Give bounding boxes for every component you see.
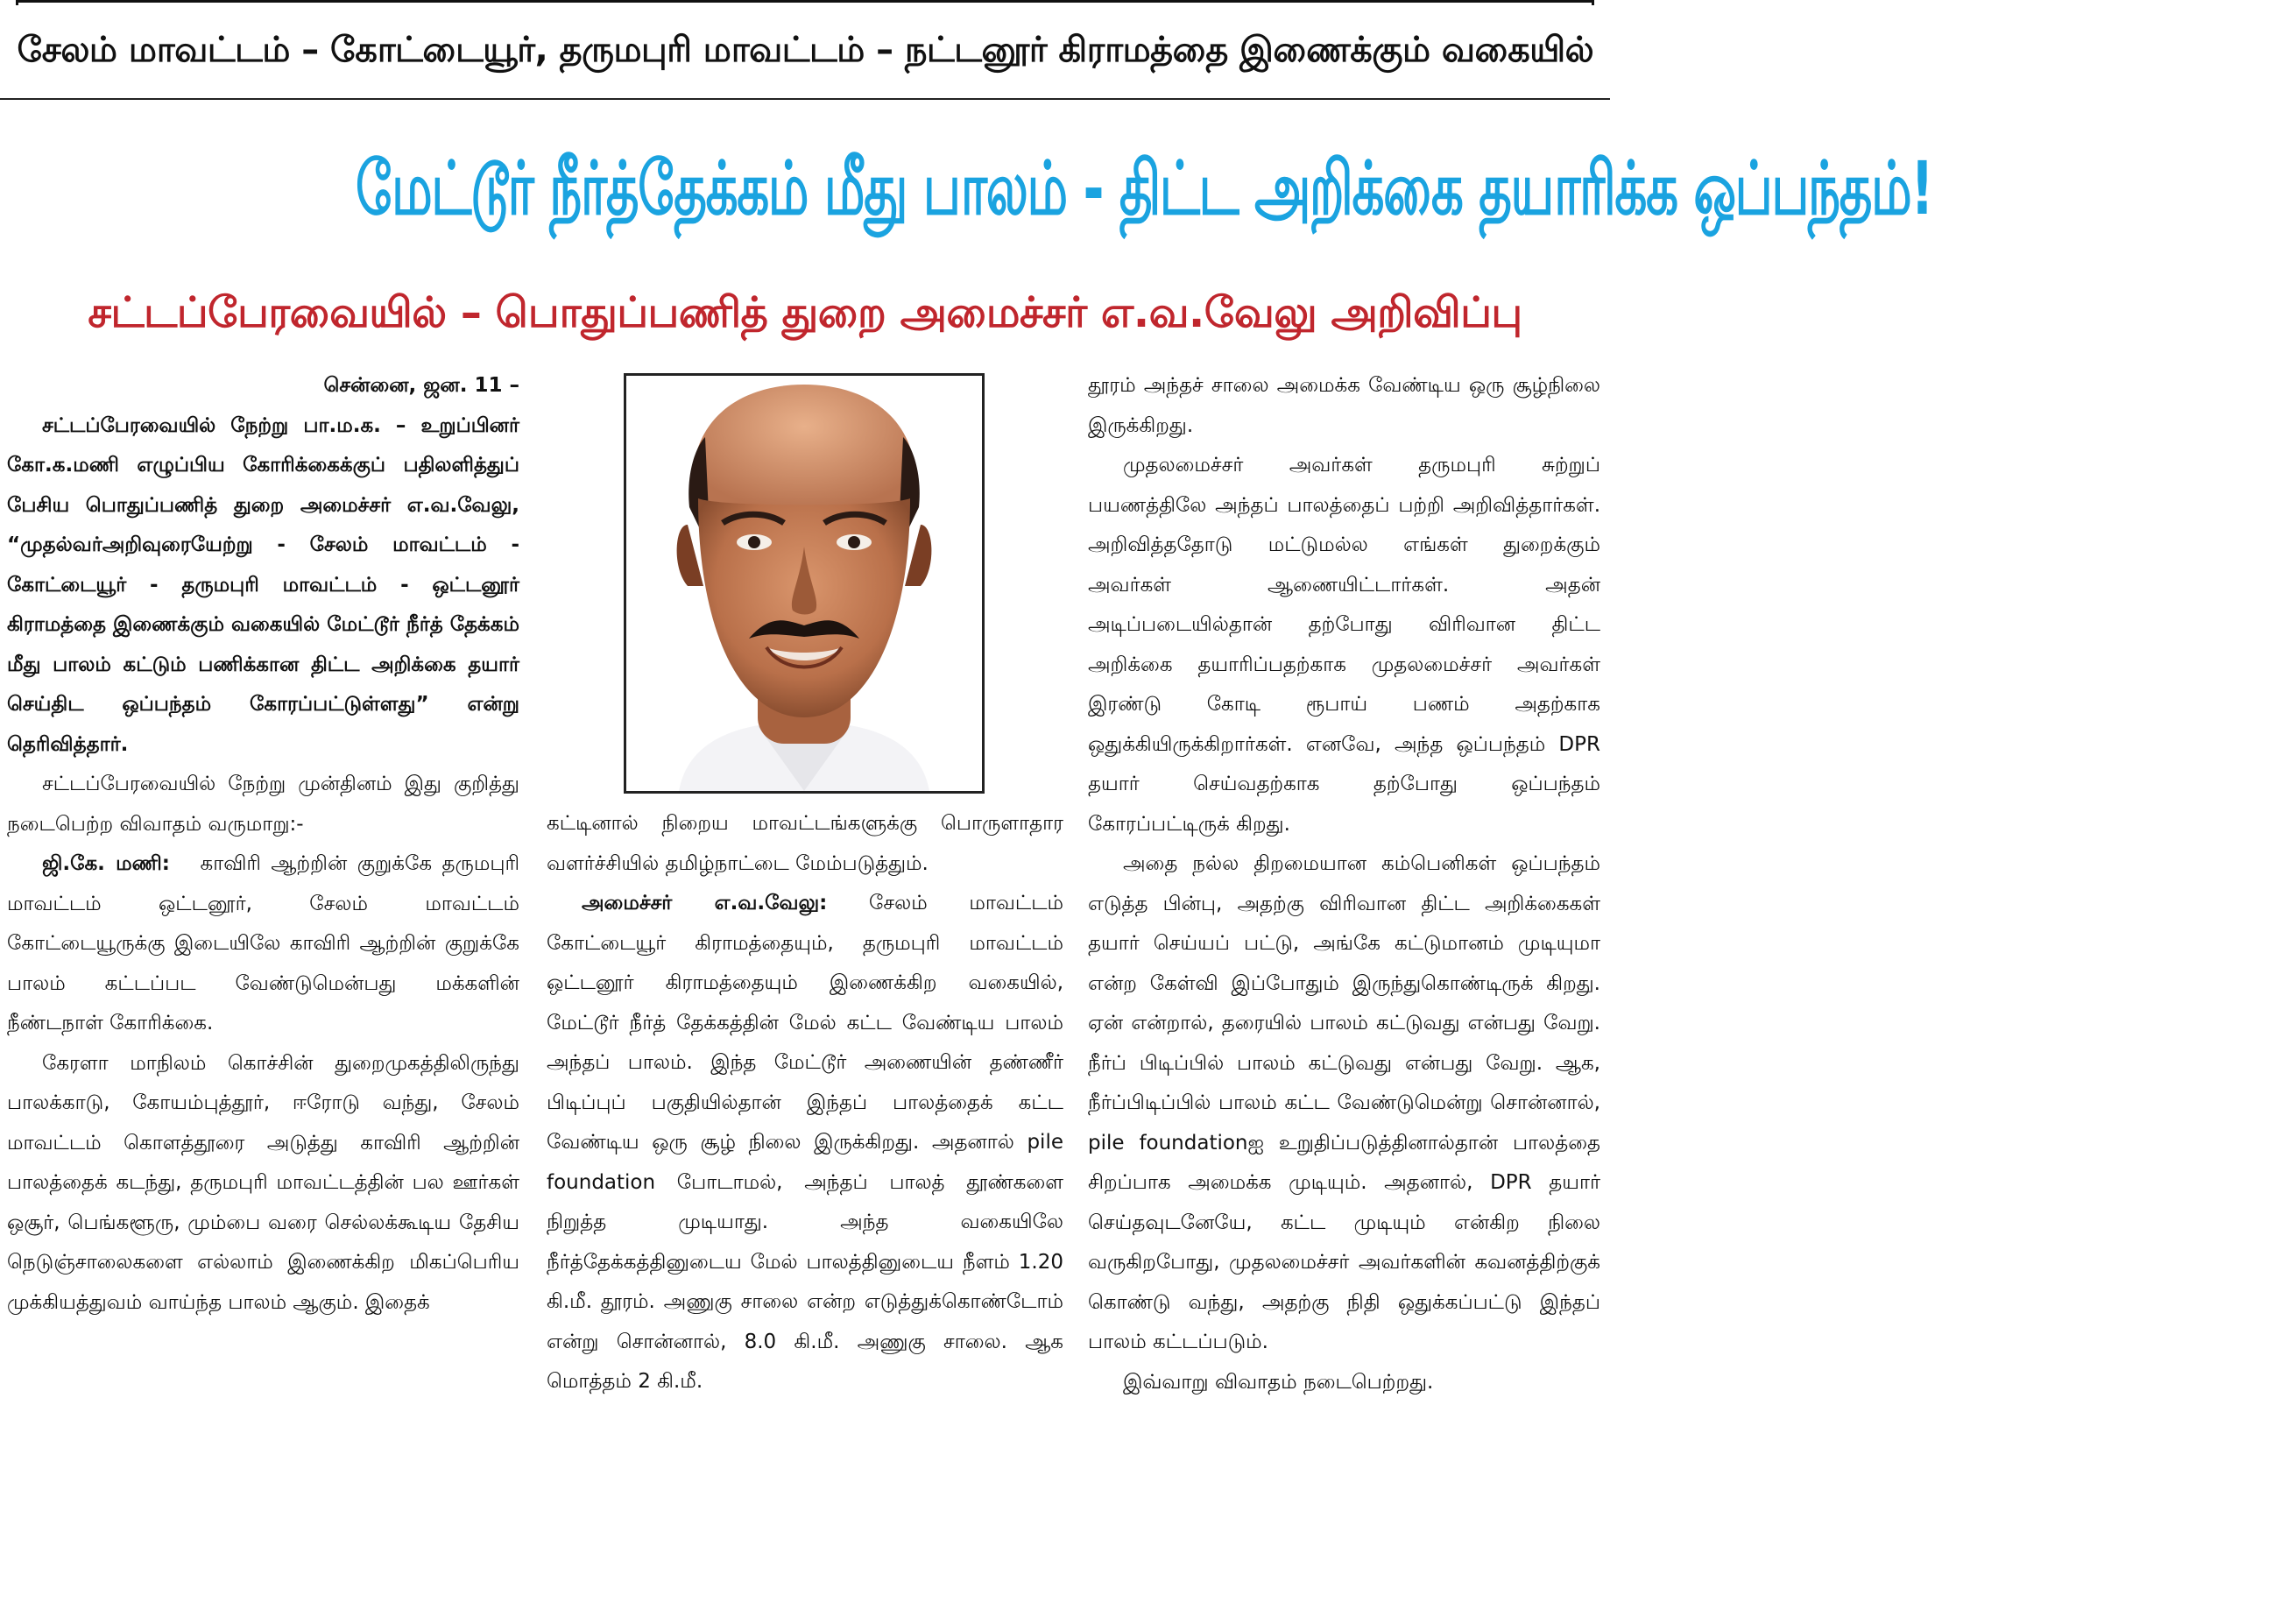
portrait-photo-icon: [626, 376, 982, 791]
paragraph-gk-mani: [7, 844, 519, 1044]
article-column-1: [7, 366, 519, 1323]
paragraph-closing: இவ்வாறு விவாதம் நடைபெற்றது.: [1123, 1370, 1434, 1394]
speaker-label-gk-mani: ஜி.கே. மணி:: [42, 852, 170, 875]
paragraph-minister-reply: [547, 884, 1063, 1402]
paragraph-cm-announcement: முதலமைச்சர் அவர்கள் தருமபுரி சுற்றுப் பயணத்திலே அந்தப் பாலத்தைப் பற்றி அறிவித்தார்கள். அறிவித்ததோடு மட்டுமல்ல எங்கள் துறைக்கும் அவர்கள் ஆணையிட்டார்கள். அதன் அடிப்படையில்தான் தற்போது விரிவான திட்ட அறிக்கை தயாரிப்பதற்காக முதலமைச்சர் அவர்கள் இரண்டு கோடி ரூபாய் பணம் அதற்காக ஒதுக்கியிருக்கிறார்கள். எனவே, அந்த ஒப்பந்தம் DPR தயார் செய்வதற்காக தற்போது ஒப்பந்தம் கோரப்பட்டிருக் கிறது.: [1088, 454, 1600, 836]
kicker-line: சேலம் மாவட்டம் – கோட்டையூர், தருமபுரி மாவட்டம் – நட்டனூர் கிராமத்தை இணைக்கும் வகையில்: [17, 30, 1593, 70]
paragraph-continuation: கட்டினால் நிறைய மாவட்டங்களுக்கு பொருளாதார வளர்ச்சியில் தமிழ்நாட்டை மேம்படுத்தும்.: [547, 812, 1063, 875]
headline: மேட்டூர் நீர்த்தேக்கம் மீது பாலம் - திட்ட அறிக்கை தயாரிக்க ஒப்பந்தம்!: [356, 145, 1933, 231]
paragraph-dpr: அதை நல்ல திறமையான கம்பெனிகள் ஒப்பந்தம் எடுத்த பின்பு, அதற்கு விரிவான திட்ட அறிக்கைகள் தயார் செய்யப் பட்டு, அங்கே கட்டுமானம் முடியுமா என்ற கேள்வி இப்போதும் இருந்துகொண்டிருக் கிறது. ஏன் என்றால், தரையில் பாலம் கட்டுவது என்பது வேறு. நீர்ப் பிடிப்பில் பாலம் கட்டுவது என்பது வேறு. ஆக, நீர்ப்பிடிப்பில் பாலம் கட்ட வேண்டுமென்று சொன்னால், pile foundationஐ உறுதிப்படுத்தினால்தான் பாலத்தை சிறப்பாக அமைக்க முடியும். அதனால், DPR தயார் செய்தவுடனேயே, கட்ட முடியும் என்கிற நிலை வருகிறபோது, முதலமைச்சர் அவர்களின் கவனத்திற்குக் கொண்டு வந்து, அதற்கு நிதி ஒதுக்கப்பட்டு இந்தப் பாலம் கட்டப்படும்.: [1088, 852, 1600, 1353]
paragraph-text: சேலம் மாவட்டம் கோட்டையூர் கிராமத்தையும், தருமபுரி மாவட்டம் ஒட்டனூர் கிராமத்தையும் இணைக்கிற வகையில், மேட்டூர் நீர்த் தேக்கத்தின் மேல் கட்ட வேண்டிய பாலம் அந்தப் பாலம். இந்த மேட்டூர் அணையின் தண்ணீர் பிடிப்புப் பகுதியில்தான் இந்தப் பாலத்தைக் கட்ட வேண்டிய ஒரு சூழ் நிலை இருக்கிறது. அதனால் pile foundation போடாமல், அந்தப் பாலத் தூண்களை நிறுத்த முடியாது. அந்த வகையிலே நீர்த்தேக்கத்தினுடைய மேல் பாலத்தினுடைய நீளம் 1.20 கி.மீ. தூரம். அணுகு சாலை என்ற எடுத்துக்கொண்டோம் என்று சொன்னால், 8.0 கி.மீ. அணுகு சாலை. ஆக மொத்தம் 2 கி.மீ.: [547, 892, 1064, 1393]
speaker-label-minister: அமைச்சர் எ.வ.வேலு:: [582, 892, 828, 914]
paragraph-text: காவிரி ஆற்றின் குறுக்கே தருமபுரி மாவட்டம் ஒட்டனூர், சேலம் மாவட்டம் கோட்டையூருக்கு இடையிலே காவிரி ஆற்றின் குறுக்கே பாலம் கட்டப்பட வேண்டுமென்பது மக்களின் நீண்டநாள் கோரிக்கை.: [7, 852, 519, 1034]
dateline: சென்னை, ஜன. 11 –: [323, 374, 519, 397]
paragraph-continuation: தூரம் அந்தச் சாலை அமைக்க வேண்டிய ஒரு சூழ்நிலை இருக்கிறது.: [1088, 374, 1600, 437]
portrait-photo: [624, 373, 985, 794]
subheadline: சட்டப்பேரவையில் – பொதுப்பணித் துறை அமைச்சர் எ.வ.வேலு அறிவிப்பு: [88, 288, 1522, 337]
top-border: [0, 0, 1610, 5]
paragraph-kerala-route: கேரளா மாநிலம் கொச்சின் துறைமுகத்திலிருந்து பாலக்காடு, கோயம்புத்தூர், ஈரோடு வந்து, சேலம் மாவட்டம் கொளத்தூரை அடுத்து காவிரி ஆற்றின் பாலத்தைக் கடந்து, தருமபுரி மாவட்டத்தின் பல ஊர்கள் ஒசூர், பெங்களூரு, மும்பை வரை செல்லக்கூடிய தேசிய நெடுஞ்சாலைகளை எல்லாம் இணைக்கிற மிகப்பெரிய முக்கியத்துவம் வாய்ந்த பாலம் ஆகும். இதைக்: [7, 1051, 519, 1314]
paragraph-intro: சட்டப்பேரவையில் நேற்று முன்தினம் இது குறித்து நடைபெற்ற விவாதம் வருமாறு:-: [7, 773, 519, 836]
article-column-3: [1088, 366, 1600, 1402]
kicker-divider: [0, 98, 1610, 100]
lead-paragraph: சட்டப்பேரவையில் நேற்று பா.ம.க. – உறுப்பினர் கோ.க.மணி எழுப்பிய கோரிக்கைக்குப் பதிலளித்துப் பேசிய பொதுப்பணித் துறை அமைச்சர் எ.வ.வேலு, “முதல்வர்அறிவுரையேற்று - சேலம் மாவட்டம் - கோட்டையூர் - தருமபுரி மாவட்டம் - ஒட்டனூர் கிராமத்தை இணைக்கும் வகையில் மேட்டூர் நீர்த் தேக்கம் மீது பாலம் கட்டும் பணிக்கான திட்ட அறிக்கை தயார் செய்திட ஒப்பந்தம் கோரப்பட்டுள்ளது” என்று தெரிவித்தார்.: [7, 413, 519, 756]
article-column-2: [547, 804, 1063, 1402]
